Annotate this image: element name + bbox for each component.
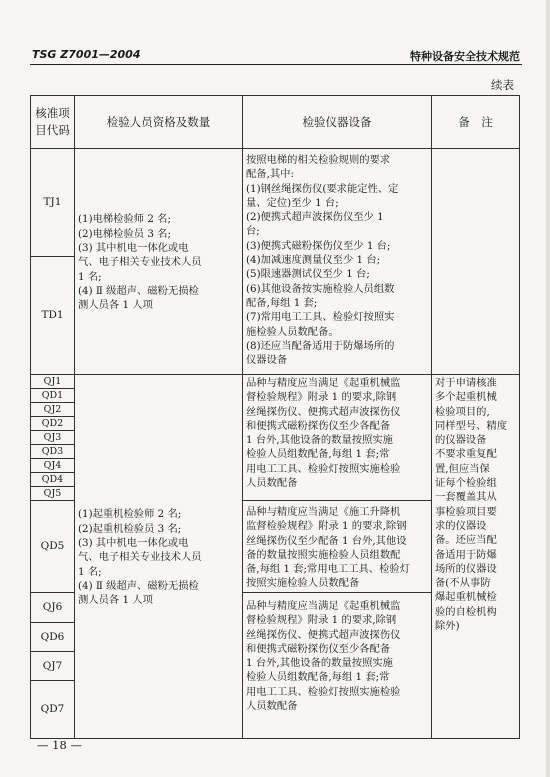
equipment-line: 1 台外,其他设备的数量按照实施 <box>246 434 393 447</box>
staff-line: (1)起重机检验师 2 名; <box>78 508 182 521</box>
equipment-line: 检验人员组数配备,每组 1 套;常 <box>246 448 390 461</box>
staff-list <box>75 505 242 607</box>
staff-line: (2)起重机检验员 3 名; <box>78 522 182 535</box>
note-cell-empty <box>432 149 520 375</box>
note-line: 备。还应当配 <box>435 534 497 547</box>
code-cell: QJ7 <box>31 652 75 681</box>
table-row <box>31 375 520 389</box>
equipment-line: (4)加减速度测量仪至少 1 台; <box>246 254 381 267</box>
note-line: 验的自检机构 <box>435 605 497 618</box>
note-line: 除外) <box>435 620 460 633</box>
code-cell: QD4 <box>31 473 75 487</box>
equipment-line: 品种与精度应当满足《起重机械监 <box>246 377 401 389</box>
equipment-cell <box>243 501 432 593</box>
equipment-cell <box>243 593 432 739</box>
equipment-line: 配备,其中: <box>246 168 294 181</box>
equipment-line: 用电工工具、检验灯按照实施检验 <box>246 462 401 475</box>
equipment-line: 按照电梯的相关检验规则的要求 <box>246 154 391 166</box>
inspection-requirements-table <box>30 95 520 739</box>
staff-line: (3) 其中机电一体化或电 <box>78 537 189 550</box>
note-line: 对于申请核准 <box>435 377 497 389</box>
code-cell: QJ4 <box>31 459 75 473</box>
series-title: 特种设备安全技术规范 <box>410 50 520 63</box>
note-line: 多个起重机械 <box>435 391 497 404</box>
code-cell: TJ1 <box>31 149 75 257</box>
equipment-cell <box>243 149 432 375</box>
equipment-line: 配备,每组 1 套; <box>246 296 318 309</box>
equipment-line: 备,每组 1 套;常用电工工具、检验灯 <box>246 563 410 576</box>
staff-line: 测人员各 1 人项 <box>78 299 153 312</box>
page-number: — 18 — <box>37 738 82 752</box>
equipment-line: (8)还应当配备适用于防爆场所的 <box>246 339 395 352</box>
staff-cell <box>75 375 243 739</box>
equipment-line: 1 台外,其他设备的数量按照实施 <box>246 657 393 670</box>
staff-line: 气、电子相关专业技术人员 <box>78 551 202 564</box>
equipment-line: 监督检验规程》附录 1 的要求,除钢 <box>246 520 407 533</box>
note-cell <box>432 375 520 739</box>
equipment-line: 和便携式磁粉探伤仪至少各配备 <box>246 642 391 655</box>
staff-line: 测人员各 1 人项 <box>78 594 153 607</box>
note-line: 备(不从事防 <box>435 577 491 590</box>
equipment-cell <box>243 375 432 501</box>
staff-line: 1 名; <box>78 565 102 578</box>
col-header-code <box>31 96 75 149</box>
note-line: 证每个检验组 <box>435 477 497 490</box>
equipment-list <box>243 501 431 591</box>
code-cell: QD1 <box>31 389 75 403</box>
col-header-equipment: 检验仪器设备 <box>243 96 432 149</box>
staff-line: 气、电子相关专业技术人员 <box>78 256 202 269</box>
equipment-line: 台; <box>246 225 260 238</box>
equipment-line: 用电工工具、检验灯按照实施检验 <box>246 685 401 698</box>
equipment-line: 人员数配备 <box>246 700 298 713</box>
equipment-line: (2)便携式超声波探伤仪至少 1 <box>246 211 384 224</box>
equipment-line: (1)钢丝绳探伤仪(要求能定性、定 <box>246 182 399 195</box>
code-cell: QD2 <box>31 417 75 431</box>
note-line: 同样型号、精度 <box>435 419 508 432</box>
equipment-line: 人员数配备 <box>246 477 298 490</box>
note-line: 爆起重机械检 <box>435 591 497 604</box>
staff-line: (4) Ⅱ 级超声、磁粉无损检 <box>78 284 199 297</box>
equipment-list <box>243 375 431 490</box>
staff-line: (4) Ⅱ 级超声、磁粉无损检 <box>78 579 199 592</box>
equipment-line: 仪器设备 <box>246 354 288 367</box>
note-line: 不要求重复配 <box>435 448 497 461</box>
equipment-line: 按照实施检验人员数配备 <box>246 577 360 590</box>
col-header-note: 备 注 <box>432 96 520 149</box>
code-cell: QJ3 <box>31 431 75 445</box>
code-cell: QD7 <box>31 681 75 739</box>
header-rule <box>30 64 522 65</box>
code-cell: QJ2 <box>31 403 75 417</box>
staff-line: 1 名; <box>78 270 102 283</box>
note-line: 事检验项目要 <box>435 505 497 518</box>
equipment-line: 检验人员组数配备,每组 1 套;常 <box>246 671 390 684</box>
table-header-row <box>31 96 520 149</box>
equipment-line: (5)限速器测试仪至少 1 台; <box>246 268 370 281</box>
note-line: 一套覆盖其从 <box>435 491 497 504</box>
code-cell: QD6 <box>31 623 75 652</box>
equipment-list <box>243 593 431 713</box>
equipment-line: 督检验规程》附录 1 的要求,除钢 <box>246 391 397 404</box>
standard-number: TSG Z7001—2004 <box>32 48 141 61</box>
code-cell: QJ5 <box>31 487 75 501</box>
note-line: 求的仪器设 <box>435 519 487 532</box>
col-header-code-line2: 目代码 <box>35 123 70 137</box>
equipment-line: (6)其他设备按实施检验人员组数 <box>246 282 395 295</box>
staff-line: (3) 其中机电一体化或电 <box>78 242 189 255</box>
code-cell: QD3 <box>31 445 75 459</box>
staff-cell <box>75 149 243 375</box>
code-cell: QD5 <box>31 501 75 593</box>
table-row <box>31 149 520 257</box>
equipment-line: 品种与精度应当满足《起重机械监 <box>246 600 401 612</box>
equipment-line: 量、定位)至少 1 台; <box>246 196 339 209</box>
note-line: 的仪器设备 <box>435 434 487 447</box>
code-cell: QJ1 <box>31 375 75 389</box>
note-line: 备适用于防爆 <box>435 548 497 561</box>
equipment-line: 丝绳探伤仪至少配备 1 台外,其他设 <box>246 534 407 547</box>
equipment-list <box>243 149 431 367</box>
equipment-line: 和便携式磁粉探伤仪至少各配备 <box>246 419 391 432</box>
equipment-line: 丝绳探伤仪、便携式超声波探伤仪 <box>246 628 401 641</box>
staff-list <box>75 210 242 312</box>
staff-line: (1)电梯检验师 2 名; <box>78 213 171 226</box>
code-cell: QJ6 <box>31 593 75 623</box>
note-line: 检验项目的, <box>435 405 490 418</box>
equipment-line: (3)便携式磁粉探伤仪至少 1 台; <box>246 239 391 252</box>
code-cell: TD1 <box>31 257 75 375</box>
note-text <box>432 375 519 633</box>
col-header-code-line1: 核准项 <box>35 106 70 120</box>
equipment-line: (7)常用电工工具、检验灯按照实 <box>246 311 395 324</box>
equipment-line: 督检验规程》附录 1 的要求,除钢 <box>246 614 397 627</box>
col-header-staff: 检验人员资格及数量 <box>75 96 243 149</box>
staff-line: (2)电梯检验员 3 名; <box>78 227 171 240</box>
equipment-line: 备的数量按照实施检验人员组数配 <box>246 548 401 561</box>
equipment-line: 品种与精度应当满足《施工升降机 <box>246 506 401 518</box>
note-line: 场所的仪器设 <box>435 562 497 575</box>
equipment-line: 丝绳探伤仪、便携式超声波探伤仪 <box>246 405 401 418</box>
note-line: 置,但应当保 <box>435 462 490 475</box>
equipment-line: 施检验人员数配备。 <box>246 325 339 338</box>
continued-label: 续表 <box>491 78 514 92</box>
page-edge <box>546 0 550 777</box>
